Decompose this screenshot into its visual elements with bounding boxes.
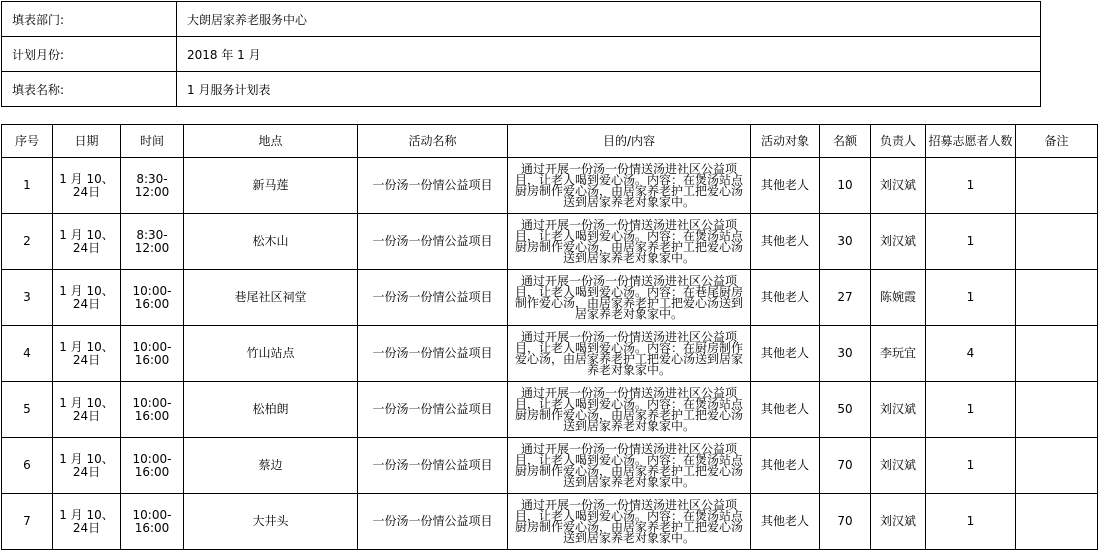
quota-cell: 30 xyxy=(820,214,871,270)
target-cell: 其他老人 xyxy=(751,270,820,326)
quota-cell: 50 xyxy=(820,382,871,438)
volunteers-cell: 4 xyxy=(926,326,1016,382)
month-row xyxy=(2,37,1041,72)
leader-cell: 刘汉斌 xyxy=(871,214,926,270)
table-row xyxy=(2,326,1098,382)
date-cell: 1 月 10、24日 xyxy=(53,214,121,270)
col-time-header: 时间 xyxy=(121,125,184,158)
col-place-header: 地点 xyxy=(184,125,358,158)
volunteers-cell: 1 xyxy=(926,214,1016,270)
time-cell: 10:00-16:00 xyxy=(121,326,184,382)
time-cell: 10:00-16:00 xyxy=(121,270,184,326)
table-row xyxy=(2,158,1098,214)
activity-cell: 一份汤一份情公益项目 xyxy=(358,438,508,494)
col-quota-header: 名额 xyxy=(820,125,871,158)
date-cell: 1 月 10、24日 xyxy=(53,270,121,326)
content-cell: 通过开展一份汤一份情送汤进社区公益项目，让老人喝到爱心汤。内容：在厨房制作爱心汤，由居家养老护工把爱心汤送到居家养老对象家中。 xyxy=(508,326,751,382)
remark-cell xyxy=(1016,382,1098,438)
col-content-header: 目的/内容 xyxy=(508,125,751,158)
remark-cell xyxy=(1016,270,1098,326)
table-row xyxy=(2,438,1098,494)
seq-cell: 6 xyxy=(2,438,53,494)
target-cell: 其他老人 xyxy=(751,326,820,382)
remark-cell xyxy=(1016,214,1098,270)
time-cell: 8:30-12:00 xyxy=(121,158,184,214)
time-cell: 8:30-12:00 xyxy=(121,214,184,270)
volunteers-cell: 1 xyxy=(926,382,1016,438)
col-target-header: 活动对象 xyxy=(751,125,820,158)
seq-cell: 5 xyxy=(2,382,53,438)
seq-cell: 4 xyxy=(2,326,53,382)
dept-value: 大朗居家养老服务中心 xyxy=(177,2,1041,37)
place-cell: 松木山 xyxy=(184,214,358,270)
remark-cell xyxy=(1016,438,1098,494)
quota-cell: 27 xyxy=(820,270,871,326)
quota-cell: 10 xyxy=(820,158,871,214)
table-header-row xyxy=(2,125,1098,158)
quota-cell: 30 xyxy=(820,326,871,382)
remark-cell xyxy=(1016,158,1098,214)
name-value: 1 月服务计划表 xyxy=(177,72,1041,107)
target-cell: 其他老人 xyxy=(751,214,820,270)
table-row xyxy=(2,214,1098,270)
col-volunteers-header: 招募志愿者人数 xyxy=(926,125,1016,158)
remark-cell xyxy=(1016,326,1098,382)
date-cell: 1 月 10、24日 xyxy=(53,158,121,214)
name-row xyxy=(2,72,1041,107)
quota-cell: 70 xyxy=(820,494,871,550)
name-label: 填表名称: xyxy=(2,72,177,107)
activity-cell: 一份汤一份情公益项目 xyxy=(358,326,508,382)
month-value: 2018 年 1 月 xyxy=(177,37,1041,72)
activity-cell: 一份汤一份情公益项目 xyxy=(358,214,508,270)
volunteers-cell: 1 xyxy=(926,270,1016,326)
month-label: 计划月份: xyxy=(2,37,177,72)
volunteers-cell: 1 xyxy=(926,438,1016,494)
leader-cell: 刘汉斌 xyxy=(871,382,926,438)
target-cell: 其他老人 xyxy=(751,438,820,494)
leader-cell: 刘汉斌 xyxy=(871,494,926,550)
place-cell: 竹山站点 xyxy=(184,326,358,382)
activity-cell: 一份汤一份情公益项目 xyxy=(358,270,508,326)
activity-cell: 一份汤一份情公益项目 xyxy=(358,158,508,214)
dept-label: 填表部门: xyxy=(2,2,177,37)
target-cell: 其他老人 xyxy=(751,158,820,214)
remark-cell xyxy=(1016,494,1098,550)
col-activity-header: 活动名称 xyxy=(358,125,508,158)
place-cell: 蔡边 xyxy=(184,438,358,494)
place-cell: 大井头 xyxy=(184,494,358,550)
target-cell: 其他老人 xyxy=(751,382,820,438)
content-cell: 通过开展一份汤一份情送汤进社区公益项目，让老人喝到爱心汤。内容：在煲汤站点厨房制作爱心汤，由居家养老护工把爱心汤送到居家养老对象家中。 xyxy=(508,382,751,438)
seq-cell: 3 xyxy=(2,270,53,326)
seq-cell: 7 xyxy=(2,494,53,550)
col-remark-header: 备注 xyxy=(1016,125,1098,158)
place-cell: 松柏朗 xyxy=(184,382,358,438)
time-cell: 10:00-16:00 xyxy=(121,438,184,494)
seq-cell: 2 xyxy=(2,214,53,270)
seq-cell: 1 xyxy=(2,158,53,214)
service-plan-table xyxy=(1,124,1098,550)
content-cell: 通过开展一份汤一份情送汤进社区公益项目，让老人喝到爱心汤。内容：在巷尾厨房制作爱心汤，由居家养老护工把爱心汤送到居家养老对象家中。 xyxy=(508,270,751,326)
time-cell: 10:00-16:00 xyxy=(121,382,184,438)
content-cell: 通过开展一份汤一份情送汤进社区公益项目，让老人喝到爱心汤。内容：在煲汤站点厨房制作爱心汤，由居家养老护工把爱心汤送到居家养老对象家中。 xyxy=(508,438,751,494)
date-cell: 1 月 10、24日 xyxy=(53,326,121,382)
leader-cell: 刘汉斌 xyxy=(871,438,926,494)
date-cell: 1 月 10、24日 xyxy=(53,494,121,550)
content-cell: 通过开展一份汤一份情送汤进社区公益项目，让老人喝到爱心汤。内容：在煲汤站点厨房制作爱心汤，由居家养老护工把爱心汤送到居家养老对象家中。 xyxy=(508,214,751,270)
activity-cell: 一份汤一份情公益项目 xyxy=(358,494,508,550)
leader-cell: 刘汉斌 xyxy=(871,158,926,214)
place-cell: 新马莲 xyxy=(184,158,358,214)
table-row xyxy=(2,382,1098,438)
table-row xyxy=(2,494,1098,550)
leader-cell: 陈婉霞 xyxy=(871,270,926,326)
target-cell: 其他老人 xyxy=(751,494,820,550)
col-date-header: 日期 xyxy=(53,125,121,158)
date-cell: 1 月 10、24日 xyxy=(53,382,121,438)
leader-cell: 李玩宜 xyxy=(871,326,926,382)
form-header-table xyxy=(1,1,1041,107)
content-cell: 通过开展一份汤一份情送汤进社区公益项目，让老人喝到爱心汤。内容：在煲汤站点厨房制作爱心汤，由居家养老护工把爱心汤送到居家养老对象家中。 xyxy=(508,494,751,550)
table-row xyxy=(2,270,1098,326)
content-cell: 通过开展一份汤一份情送汤进社区公益项目，让老人喝到爱心汤。内容：在煲汤站点厨房制作爱心汤，由居家养老护工把爱心汤送到居家养老对象家中。 xyxy=(508,158,751,214)
dept-row xyxy=(2,2,1041,37)
volunteers-cell: 1 xyxy=(926,494,1016,550)
activity-cell: 一份汤一份情公益项目 xyxy=(358,382,508,438)
quota-cell: 70 xyxy=(820,438,871,494)
time-cell: 10:00-16:00 xyxy=(121,494,184,550)
col-leader-header: 负责人 xyxy=(871,125,926,158)
volunteers-cell: 1 xyxy=(926,158,1016,214)
col-seq-header: 序号 xyxy=(2,125,53,158)
date-cell: 1 月 10、24日 xyxy=(53,438,121,494)
place-cell: 巷尾社区祠堂 xyxy=(184,270,358,326)
